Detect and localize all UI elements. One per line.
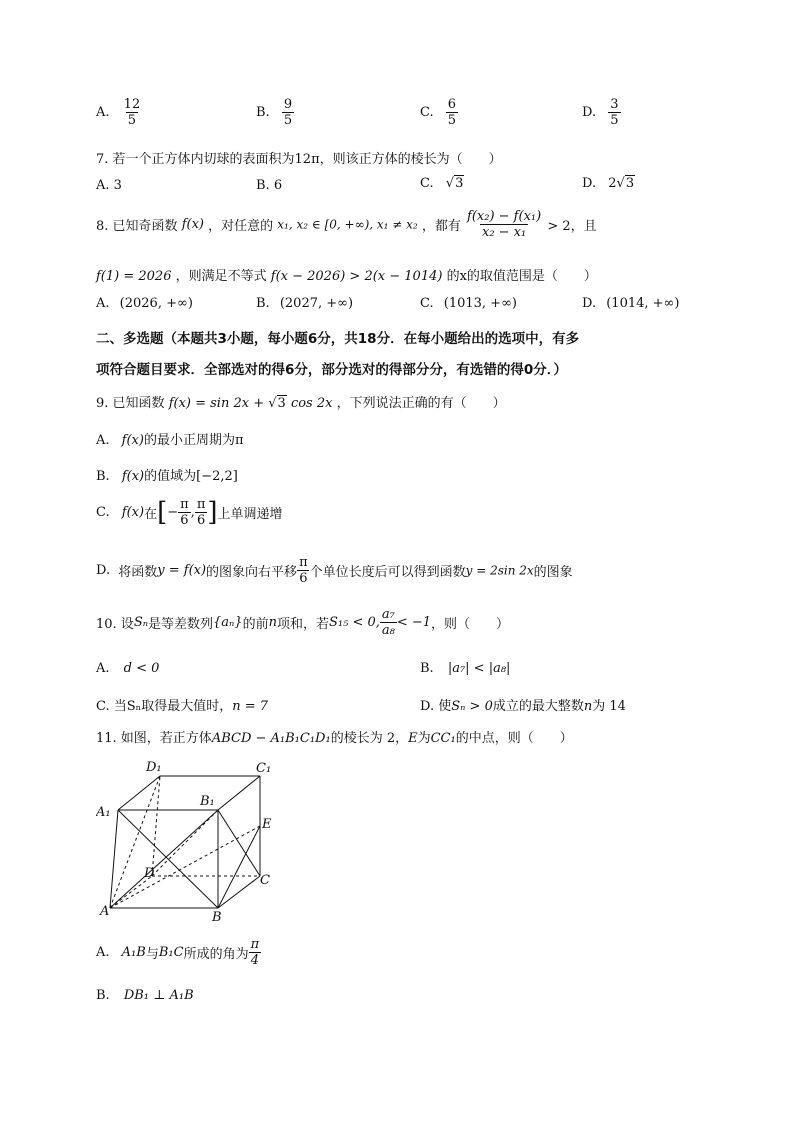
option-letter: A.	[96, 105, 110, 121]
q8-option-d[interactable]	[582, 296, 679, 311]
label-E: E	[262, 817, 272, 832]
option-letter: A.	[96, 661, 110, 676]
q8-stem-line1	[96, 210, 597, 239]
option-letter: A.	[96, 945, 110, 961]
q10-option-d[interactable]	[420, 695, 626, 714]
label-B1: B₁	[200, 794, 215, 809]
sqrt-radicand: 3	[277, 396, 286, 411]
option-text-4: 所成的角为	[183, 947, 249, 963]
option-line-1: A₁B	[121, 945, 146, 961]
edge-D1-A1	[118, 776, 160, 810]
option-fx: f(x)	[121, 469, 145, 484]
denominator: 5	[127, 112, 137, 128]
coefficient: 2	[608, 176, 617, 191]
edge-B1-C1	[218, 776, 260, 810]
option-letter: B.	[256, 105, 270, 121]
q7-option-d[interactable]	[582, 176, 635, 191]
option-n: n	[583, 699, 593, 714]
q6-option-c[interactable]	[420, 98, 458, 127]
q8-fraction	[465, 210, 543, 239]
q7-option-b[interactable]: B. 6	[256, 178, 283, 193]
option-end: 为 14	[592, 699, 626, 714]
option-letter: D.	[582, 105, 597, 121]
hidden-edge-D-D1	[152, 776, 160, 876]
sqrt-radicand: 3	[625, 176, 635, 191]
q10-fraction	[380, 608, 397, 637]
numerator: π	[180, 497, 189, 512]
q10-seq: {aₙ}	[213, 615, 243, 631]
option-fx: f(x)	[121, 505, 145, 521]
q8-mid: ，对任意的	[208, 219, 274, 235]
option-letter: B.	[256, 296, 270, 311]
numerator: 6	[447, 97, 457, 112]
option-text: 的值域为	[144, 469, 197, 484]
fraction	[446, 98, 458, 127]
right-bracket: ]	[207, 497, 218, 528]
option-text-2: 的图象向右平移	[206, 565, 298, 581]
option-letter: D.	[582, 296, 597, 311]
q11-stem	[96, 727, 573, 746]
option-range: [−2,2]	[196, 469, 238, 484]
q9-option-a[interactable]	[96, 429, 244, 448]
q8-inequality: f(x − 2026) > 2(x − 1014)	[270, 269, 443, 284]
q10-condition-end: < −1	[396, 615, 432, 631]
section-heading-line2: 项符合题目要求．全部选对的得6分，部分选对的得部分分，有选错的得0分．）	[96, 362, 568, 378]
minus-sign: −	[167, 505, 179, 521]
q10-prefix: 10. 设	[96, 617, 134, 633]
q11-e: E	[408, 731, 418, 746]
option-letter: A.	[96, 296, 110, 311]
denominator: a₈	[381, 622, 395, 638]
option-value: (1013, +∞)	[443, 296, 517, 311]
q8-prefix: 8. 已知奇函数	[96, 219, 178, 235]
denominator: 4	[250, 952, 259, 968]
option-value: (2027, +∞)	[279, 296, 354, 311]
fraction-right	[195, 498, 208, 527]
option-letter: B.	[420, 661, 434, 676]
q8-option-b[interactable]	[256, 296, 353, 311]
numerator: f(x₂) − f(x₁)	[467, 209, 542, 224]
q9-prefix: 9. 已知函数	[96, 396, 165, 411]
option-value: d < 0	[123, 661, 160, 676]
option-fx: f(x)	[121, 433, 144, 448]
option-letter: C.	[420, 105, 434, 121]
denominator: 5	[447, 112, 457, 128]
q10-option-a[interactable]	[96, 661, 159, 676]
cube-diagram	[96, 758, 286, 928]
q7-stem: 7. 若一个正方体内切球的表面积为12π，则该正方体的棱长为（ ）	[96, 152, 502, 167]
q9-option-b[interactable]	[96, 465, 238, 484]
q8-end: > 2，且	[547, 219, 597, 235]
option-func: y = f(x)	[157, 563, 207, 579]
option-letter: B.	[96, 988, 110, 1003]
edge-A1-A	[110, 810, 118, 908]
option-value: DB₁ ⊥ A₁B	[123, 988, 194, 1003]
q8-option-c[interactable]	[420, 296, 517, 311]
q11-end: 的中点，则（ ）	[455, 731, 573, 746]
fraction	[249, 938, 262, 967]
q8-condition: x₁, x₂ ∈ [0, +∞), x₁ ≠ x₂	[277, 217, 418, 232]
q7-option-a[interactable]: A. 3	[96, 178, 122, 193]
option-letter: B.	[96, 469, 110, 484]
edge-B-C	[218, 876, 260, 908]
q10-sn: Sₙ	[133, 615, 148, 631]
comma: ,	[190, 505, 195, 521]
q8-stem-line2	[96, 265, 597, 284]
fraction	[282, 98, 294, 127]
fraction-left	[178, 498, 191, 527]
q6-option-d[interactable]	[582, 98, 621, 127]
option-letter: C.	[420, 176, 434, 191]
q10-n: n	[268, 615, 277, 631]
q6-option-a[interactable]	[96, 98, 142, 127]
label-A: A	[100, 904, 110, 919]
numerator: 9	[283, 97, 293, 112]
option-text-1: 将函数	[118, 565, 158, 581]
numerator: 3	[610, 97, 619, 112]
q9-option-d[interactable]	[96, 556, 573, 585]
denominator: 6	[299, 570, 308, 586]
option-prefix: D. 使	[420, 699, 452, 714]
option-value: (2026, +∞)	[119, 296, 193, 311]
q11-cc1: CC₁	[430, 731, 456, 746]
option-text: 在	[144, 507, 158, 523]
q11-option-b[interactable]	[96, 988, 194, 1003]
numerator: π	[299, 555, 308, 570]
q8-given: f(1) = 2026	[96, 269, 172, 284]
denominator: x₂ − x₁	[481, 224, 527, 240]
q9-end: ，下列说法正确的有（ ）	[336, 396, 506, 411]
segment-A-B1	[110, 810, 218, 908]
label-C1: C₁	[256, 761, 272, 776]
q10-mid2: 的前	[242, 617, 269, 633]
label-D1: D₁	[146, 760, 162, 775]
q10-condition: S₁₅ < 0,	[328, 615, 380, 631]
option-text: C. 当Sₙ取得最大值时，	[96, 699, 233, 714]
option-text-3: 个单位长度后可以得到函数	[309, 565, 466, 581]
option-letter: D.	[582, 176, 597, 191]
option-text-2: 上单调递增	[217, 507, 283, 523]
option-letter: A.	[96, 433, 110, 448]
option-value: (1014, +∞)	[606, 296, 680, 311]
q10-option-c[interactable]	[96, 695, 268, 714]
sqrt-symbol: √	[616, 176, 625, 191]
option-func-2: y = 2sin 2x	[465, 563, 534, 578]
q7-option-c[interactable]	[420, 176, 464, 191]
q10-mid: 是等差数列	[148, 617, 214, 633]
q9-option-c[interactable]	[96, 498, 283, 527]
denominator: 5	[283, 112, 293, 128]
fraction	[122, 98, 143, 127]
q8-line2-mid: ，则满足不等式	[175, 269, 267, 284]
q11-cube: ABCD − A₁B₁C₁D₁	[211, 731, 331, 746]
label-C: C	[260, 873, 270, 888]
q11-mid: 的棱长为 2，	[330, 731, 409, 746]
numerator: π	[250, 937, 260, 952]
section-heading-line1: 二、多选题（本题共3小题，每小题6分，共18分．在每小题给出的选项中，有多	[96, 331, 580, 347]
hidden-segment-D-B1	[152, 810, 218, 876]
q8-mid2: ，都有	[421, 219, 461, 235]
q10-stem	[96, 608, 509, 637]
denominator: 6	[196, 512, 206, 528]
option-text: 的最小正周期为π	[143, 433, 244, 448]
option-eq: n = 7	[232, 699, 269, 714]
option-text-2: 与	[145, 947, 159, 963]
label-D: D	[144, 866, 155, 881]
option-text: 成立的最大整数	[492, 699, 584, 714]
q10-end: ，则（ ）	[431, 617, 510, 633]
q6-option-b[interactable]	[256, 98, 294, 127]
denominator: 6	[180, 512, 189, 528]
numerator: π	[196, 497, 206, 512]
option-line-2: B₁C	[158, 945, 184, 961]
q10-mid3: 项和，若	[276, 617, 329, 633]
q8-fx: f(x)	[181, 217, 204, 233]
option-letter: D.	[96, 563, 111, 579]
option-letter: C.	[96, 505, 110, 521]
option-text-4: 的图象	[533, 565, 573, 581]
q9-stem	[96, 392, 506, 411]
sqrt-symbol: √	[268, 396, 277, 411]
denominator: 5	[610, 112, 619, 128]
label-A1: A₁	[96, 805, 111, 820]
option-letter: C.	[420, 296, 434, 311]
numerator: a₇	[381, 607, 395, 622]
q8-option-a[interactable]	[96, 296, 193, 311]
q8-line2-end: 的x的取值范围是（ ）	[446, 269, 597, 284]
numerator: 12	[123, 97, 141, 112]
fraction	[608, 98, 620, 127]
q9-function: f(x) = sin 2x +	[168, 396, 269, 411]
fraction	[297, 556, 310, 585]
sqrt-radicand: 3	[455, 176, 464, 191]
label-B: B	[212, 910, 222, 925]
q10-option-b[interactable]	[420, 661, 510, 676]
option-value: |a₇| < |a₈|	[447, 661, 511, 676]
sqrt-symbol: √	[445, 176, 455, 191]
q11-mid2: 为	[417, 731, 431, 746]
left-bracket: [	[157, 497, 168, 528]
q9-function-end: cos 2x	[286, 396, 333, 411]
q11-option-a[interactable]	[96, 938, 261, 967]
q11-prefix: 11. 如图，若正方体	[96, 731, 212, 746]
option-cond: Sₙ > 0	[451, 699, 493, 714]
hidden-segment-A-E	[110, 826, 260, 908]
